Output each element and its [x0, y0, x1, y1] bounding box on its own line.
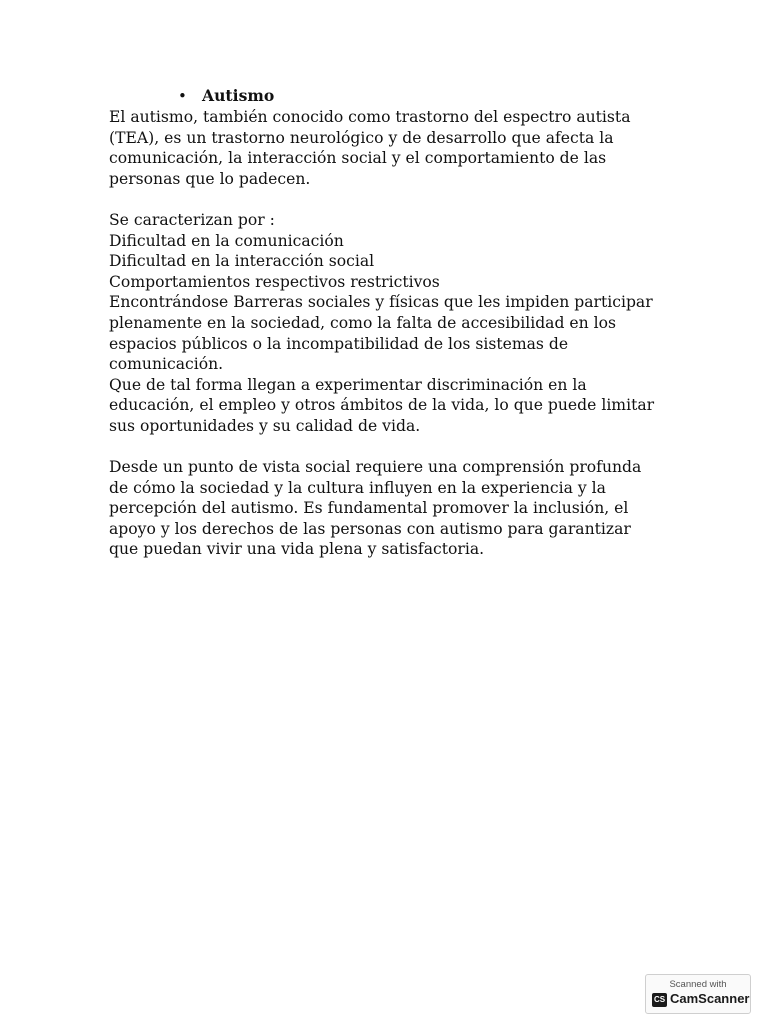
text-line: comunicación, la interacción social y el comportamiento de las	[109, 149, 607, 168]
text-line: Dificultad en la comunicación	[109, 231, 344, 250]
text-line: Se caracterizan por :	[109, 210, 275, 229]
paragraph-3	[109, 457, 669, 560]
text-line: Encontrándose Barreras sociales y físicas que les impiden participar	[109, 293, 653, 312]
text-line: percepción del autismo. Es fundamental promover la inclusión, el	[109, 499, 629, 518]
bullet-icon: •	[178, 87, 187, 105]
paragraph-2	[109, 210, 669, 437]
text-line: (TEA), es un trastorno neurológico y de desarrollo que afecta la	[109, 128, 614, 147]
document-page	[109, 86, 669, 560]
text-line: que puedan vivir una vida plena y satisfactoria.	[109, 540, 485, 559]
text-line: comunicación.	[109, 355, 224, 374]
text-line: apoyo y los derechos de las personas con autismo para garantizar	[109, 519, 631, 538]
text-line: personas que lo padecen.	[109, 169, 311, 188]
text-line: educación, el empleo y otros ámbitos de la vida, lo que puede limitar	[109, 396, 655, 415]
camscanner-logo-icon: CS	[652, 993, 667, 1007]
text-line: Que de tal forma llegan a experimentar discriminación en la	[109, 375, 587, 394]
text-line: Dificultad en la interacción social	[109, 252, 375, 271]
text-line: espacios públicos o la incompatibilidad de los sistemas de	[109, 334, 569, 353]
camscanner-watermark	[645, 974, 751, 1014]
text-line: Comportamientos respectivos restrictivos	[109, 272, 440, 291]
text-line: sus oportunidades y su calidad de vida.	[109, 416, 421, 435]
text-line: Desde un punto de vista social requiere una comprensión profunda	[109, 458, 642, 477]
section-heading: Autismo	[202, 86, 275, 105]
paragraph-gap	[109, 189, 669, 210]
paragraph-1	[109, 107, 669, 189]
paragraph-gap	[109, 437, 669, 458]
watermark-brand: CamScanner	[670, 991, 750, 1006]
text-line: de cómo la sociedad y la cultura influyen en la experiencia y la	[109, 478, 606, 497]
text-line: plenamente en la sociedad, como la falta de accesibilidad en los	[109, 313, 617, 332]
text-line: El autismo, también conocido como trastorno del espectro autista	[109, 108, 631, 126]
heading-row	[109, 86, 669, 107]
watermark-caption: Scanned with	[669, 979, 727, 990]
